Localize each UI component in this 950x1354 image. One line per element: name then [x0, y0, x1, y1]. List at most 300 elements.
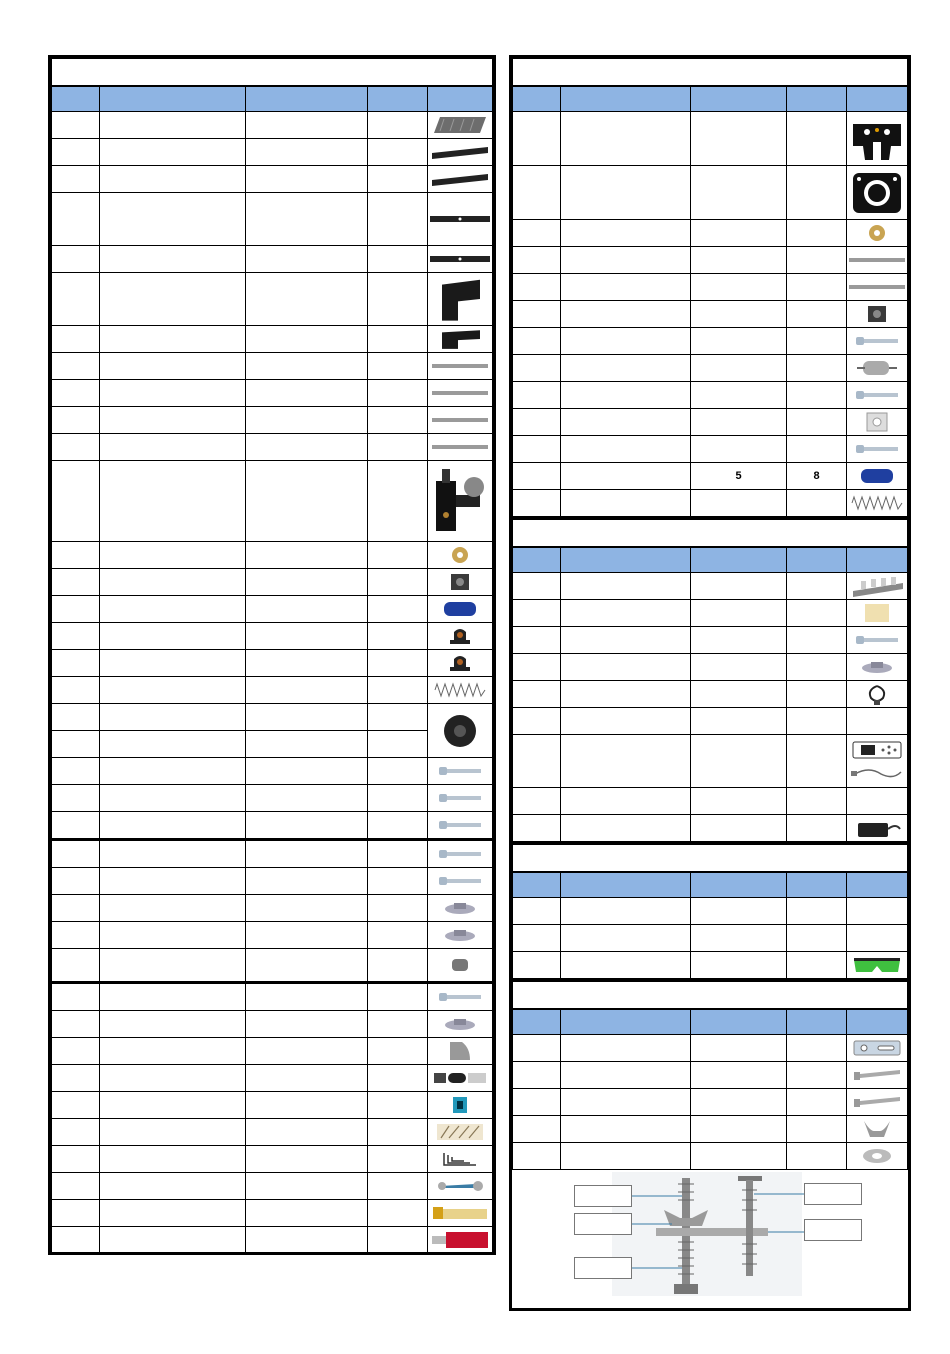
part-name-cell — [561, 247, 691, 274]
part-image-cell — [847, 112, 908, 166]
table-row — [52, 623, 493, 650]
specification-cell — [246, 434, 368, 461]
nut-icon — [428, 546, 492, 564]
part-image-cell — [847, 1089, 908, 1116]
quantity-cell — [368, 1119, 428, 1146]
header-cell — [513, 1009, 561, 1035]
header-cell — [368, 86, 428, 112]
part-name-cell — [561, 952, 691, 979]
quantity-cell — [787, 1062, 847, 1089]
specification-cell — [246, 461, 368, 542]
table-row — [52, 922, 493, 949]
part-image-cell — [428, 840, 493, 868]
quantity-cell — [787, 925, 847, 952]
table-row — [52, 704, 493, 731]
item-number-cell — [52, 407, 100, 434]
part-name-cell — [561, 1035, 691, 1062]
quantity-cell — [368, 380, 428, 407]
quantity-cell — [787, 898, 847, 925]
item-number-cell — [52, 840, 100, 868]
item-number-cell — [513, 274, 561, 301]
item-number-cell — [52, 139, 100, 166]
part-image-cell — [847, 355, 908, 382]
part-name-cell — [100, 1038, 246, 1065]
screw-icon — [428, 818, 492, 832]
part-image-cell — [428, 596, 493, 623]
part-name-cell — [561, 409, 691, 436]
part-name-cell — [100, 1173, 246, 1200]
quantity-cell — [368, 704, 428, 731]
corner-icon — [428, 1040, 492, 1062]
quantity-cell — [787, 1035, 847, 1062]
specification-cell — [691, 573, 787, 600]
part-name-cell — [100, 380, 246, 407]
specification-cell — [246, 353, 368, 380]
specification-cell — [246, 1227, 368, 1254]
specification-cell — [246, 922, 368, 949]
bar-icon — [428, 213, 492, 225]
washer-icon — [847, 1147, 907, 1165]
quantity-cell — [787, 735, 847, 788]
table-row — [52, 1038, 493, 1065]
quantity-cell — [787, 708, 847, 735]
quantity-cell — [368, 434, 428, 461]
specification-cell — [246, 193, 368, 246]
table-row — [513, 166, 908, 220]
screw-icon — [847, 334, 907, 348]
part-name-cell — [561, 328, 691, 355]
part-name-cell — [100, 623, 246, 650]
table-row — [52, 840, 493, 868]
quantity-cell — [368, 1227, 428, 1254]
bar-icon — [428, 253, 492, 265]
table-row — [513, 490, 908, 517]
rail-icon — [428, 145, 492, 159]
electronics-table — [512, 517, 908, 842]
item-number-cell — [52, 1065, 100, 1092]
item-number-cell — [513, 301, 561, 328]
part-image-cell — [847, 166, 908, 220]
part-name-cell — [561, 1116, 691, 1143]
item-number-cell — [52, 650, 100, 677]
table-row — [513, 274, 908, 301]
part-name-cell — [100, 434, 246, 461]
part-name-cell — [561, 654, 691, 681]
part-name-cell — [100, 273, 246, 326]
specification-cell — [691, 925, 787, 952]
clamp-plate-icon — [847, 1038, 907, 1058]
table-row — [513, 1062, 908, 1089]
table-title — [52, 59, 493, 87]
part-name-cell — [561, 1089, 691, 1116]
item-number-cell — [52, 1092, 100, 1119]
part-image-cell — [847, 274, 908, 301]
quantity-cell — [787, 355, 847, 382]
specification-cell — [691, 708, 787, 735]
goggles-icon — [847, 954, 907, 976]
item-number-cell — [52, 434, 100, 461]
rail-icon — [428, 172, 492, 186]
table-row — [52, 112, 493, 139]
quantity-value: 8 — [813, 470, 820, 482]
specification-cell — [691, 952, 787, 979]
part-image-cell — [847, 708, 908, 735]
part-image-cell — [428, 353, 493, 380]
item-number-cell — [52, 704, 100, 731]
part-image-cell — [428, 922, 493, 949]
table-row — [513, 220, 908, 247]
specification-cell — [246, 895, 368, 922]
item-number-cell — [513, 166, 561, 220]
specification-cell — [691, 463, 787, 490]
spring-icon — [428, 682, 492, 698]
part-image-cell — [428, 380, 493, 407]
table-row — [52, 1065, 493, 1092]
table-row — [513, 925, 908, 952]
item-number-cell — [513, 681, 561, 708]
specification-cell — [691, 436, 787, 463]
part-name-cell — [100, 1011, 246, 1038]
header-cell — [787, 1009, 847, 1035]
item-number-cell — [52, 868, 100, 895]
part-image-cell — [847, 247, 908, 274]
diagram-label-box — [574, 1185, 632, 1207]
part-name-cell — [561, 112, 691, 166]
part-name-cell — [100, 246, 246, 273]
part-name-cell — [561, 573, 691, 600]
part-image-cell — [847, 301, 908, 328]
specification-cell — [691, 112, 787, 166]
quantity-cell — [368, 677, 428, 704]
rod-icon — [428, 388, 492, 398]
part-image-cell — [428, 246, 493, 273]
table-row — [52, 650, 493, 677]
header-cell — [787, 86, 847, 112]
item-number-cell — [52, 922, 100, 949]
item-number-cell — [52, 1173, 100, 1200]
tnut-icon — [428, 900, 492, 916]
screw-icon — [428, 847, 492, 861]
part-image-cell — [428, 273, 493, 326]
part-image-cell — [847, 952, 908, 979]
item-number-cell — [52, 380, 100, 407]
quantity-cell — [368, 246, 428, 273]
item-number-cell — [52, 785, 100, 812]
part-name-cell — [561, 735, 691, 788]
part-name-cell — [561, 600, 691, 627]
spacer-icon — [428, 956, 492, 974]
part-name-cell — [561, 681, 691, 708]
table-row — [513, 436, 908, 463]
table-row — [52, 407, 493, 434]
item-number-cell — [52, 596, 100, 623]
screw-icon — [847, 442, 907, 456]
table-row — [513, 573, 908, 600]
specification-cell — [691, 654, 787, 681]
usb-drive-icon — [428, 1230, 492, 1250]
specification-cell — [246, 1092, 368, 1119]
header-cell — [787, 872, 847, 898]
part-name-cell — [100, 353, 246, 380]
quantity-cell — [787, 788, 847, 815]
header-cell — [561, 86, 691, 112]
specification-cell — [691, 409, 787, 436]
table-row — [513, 788, 908, 815]
table-header-row — [513, 86, 908, 112]
clamp-table — [512, 979, 908, 1170]
quantity-cell — [787, 1116, 847, 1143]
part-name-cell — [561, 788, 691, 815]
part-image-cell — [847, 681, 908, 708]
part-name-cell — [100, 193, 246, 246]
part-image-cell — [847, 925, 908, 952]
table-row — [513, 382, 908, 409]
header-cell — [847, 547, 908, 573]
specification-cell — [246, 139, 368, 166]
item-number-cell — [513, 735, 561, 788]
right-parts-table — [512, 58, 908, 517]
item-number-cell — [513, 355, 561, 382]
item-number-cell — [513, 815, 561, 842]
specification-cell — [691, 490, 787, 517]
part-name-cell — [100, 542, 246, 569]
specification-cell — [246, 731, 368, 758]
rod-icon — [847, 255, 907, 265]
item-number-cell — [52, 542, 100, 569]
part-image-cell — [428, 461, 493, 542]
part-name-cell — [100, 1146, 246, 1173]
quantity-cell — [787, 681, 847, 708]
table-row — [52, 868, 493, 895]
part-name-cell — [100, 407, 246, 434]
part-image-cell — [847, 600, 908, 627]
screw-icon — [428, 990, 492, 1004]
quantity-cell — [368, 1173, 428, 1200]
table-row — [513, 952, 908, 979]
table-row — [52, 1119, 493, 1146]
specification-cell — [691, 328, 787, 355]
rod-icon — [428, 361, 492, 371]
part-name-cell — [100, 785, 246, 812]
part-image-cell — [428, 139, 493, 166]
table-row — [52, 193, 493, 246]
specification-cell — [246, 1200, 368, 1227]
item-number-cell — [52, 812, 100, 840]
item-number-cell — [52, 731, 100, 758]
quantity-cell — [787, 382, 847, 409]
spring-icon — [847, 495, 907, 511]
part-name-cell — [100, 758, 246, 785]
specification-cell — [246, 1119, 368, 1146]
specification-cell — [246, 868, 368, 895]
part-image-cell — [428, 650, 493, 677]
item-number-cell — [52, 569, 100, 596]
nut-icon — [847, 224, 907, 242]
quantity-cell — [368, 983, 428, 1011]
item-number-cell — [52, 949, 100, 983]
screw-icon — [847, 633, 907, 647]
part-name-cell — [561, 627, 691, 654]
part-image-cell — [428, 1065, 493, 1092]
table-row — [513, 627, 908, 654]
table-row — [52, 731, 493, 758]
specification-cell — [691, 1062, 787, 1089]
quantity-cell — [787, 490, 847, 517]
part-image-cell — [428, 112, 493, 139]
table-header-row — [513, 547, 908, 573]
part-image-cell — [428, 983, 493, 1011]
table-row — [513, 681, 908, 708]
quantity-cell — [787, 166, 847, 220]
header-cell — [691, 86, 787, 112]
part-image-cell — [847, 815, 908, 842]
quantity-cell — [368, 949, 428, 983]
bits-icon — [428, 1122, 492, 1142]
header-cell — [847, 872, 908, 898]
quantity-cell — [368, 569, 428, 596]
part-image-cell — [428, 569, 493, 596]
item-number-cell — [52, 1200, 100, 1227]
quantity-cell — [368, 273, 428, 326]
cable-icon — [847, 682, 907, 706]
specification-cell — [246, 166, 368, 193]
part-name-cell — [100, 650, 246, 677]
wrench-icon — [428, 1177, 492, 1195]
table-row — [52, 983, 493, 1011]
specification-cell — [691, 1143, 787, 1170]
item-number-cell — [513, 112, 561, 166]
table-row — [513, 654, 908, 681]
part-image-cell — [847, 409, 908, 436]
table-row — [513, 301, 908, 328]
quantity-cell — [368, 407, 428, 434]
header-cell — [246, 86, 368, 112]
quantity-cell — [368, 353, 428, 380]
part-image-cell — [847, 735, 908, 788]
tnut-icon — [428, 927, 492, 943]
table-row — [52, 326, 493, 353]
part-image-cell — [428, 1092, 493, 1119]
table-row — [513, 463, 908, 490]
quantity-cell — [368, 166, 428, 193]
part-image-cell — [428, 812, 493, 840]
item-number-cell — [52, 1038, 100, 1065]
table-row — [52, 1200, 493, 1227]
quantity-cell — [368, 139, 428, 166]
specification-cell — [246, 1011, 368, 1038]
table-row — [513, 735, 908, 788]
quantity-cell — [787, 112, 847, 166]
table-row — [52, 785, 493, 812]
left-parts-panel — [48, 55, 496, 1255]
table-row — [52, 812, 493, 840]
screw-icon — [847, 388, 907, 402]
specification-cell — [246, 596, 368, 623]
specification-cell — [246, 785, 368, 812]
specification-cell — [246, 623, 368, 650]
motor-icon — [847, 358, 907, 378]
quantity-cell — [368, 1065, 428, 1092]
part-image-cell — [428, 1227, 493, 1254]
table-row — [52, 166, 493, 193]
header-cell — [691, 547, 787, 573]
specification-cell — [246, 326, 368, 353]
table-title-row — [513, 519, 908, 548]
tnut-icon — [428, 1016, 492, 1032]
specification-cell — [691, 247, 787, 274]
tool-icon — [428, 1095, 492, 1115]
quantity-cell — [368, 758, 428, 785]
specification-cell — [691, 1116, 787, 1143]
part-image-cell — [428, 1038, 493, 1065]
item-number-cell — [52, 166, 100, 193]
bearing-block-icon — [847, 304, 907, 324]
bolt-icon — [847, 1066, 907, 1084]
part-name-cell — [561, 355, 691, 382]
table-row — [52, 569, 493, 596]
quantity-cell — [787, 328, 847, 355]
specification-cell — [246, 650, 368, 677]
part-name-cell — [100, 868, 246, 895]
table-row — [513, 328, 908, 355]
specification-cell — [691, 301, 787, 328]
quantity-cell — [787, 436, 847, 463]
specification-cell — [246, 569, 368, 596]
table-row — [52, 1173, 493, 1200]
pillow-block-icon — [428, 626, 492, 646]
item-number-cell — [513, 1143, 561, 1170]
coupler-icon — [847, 466, 907, 486]
part-image-cell — [428, 166, 493, 193]
item-number-cell — [513, 708, 561, 735]
specification-cell — [691, 1035, 787, 1062]
part-name-cell — [100, 983, 246, 1011]
table-row — [52, 1227, 493, 1254]
quantity-cell — [787, 247, 847, 274]
part-name-cell — [100, 895, 246, 922]
specification-cell — [691, 166, 787, 220]
quantity-cell — [368, 193, 428, 246]
item-number-cell — [52, 273, 100, 326]
specification-cell — [691, 355, 787, 382]
part-name-cell — [100, 922, 246, 949]
part-image-cell — [428, 1173, 493, 1200]
specification-cell — [246, 1065, 368, 1092]
item-number-cell — [52, 758, 100, 785]
quantity-cell — [787, 220, 847, 247]
part-name-cell — [100, 461, 246, 542]
part-image-cell — [847, 788, 908, 815]
table-row — [513, 708, 908, 735]
specification-cell — [246, 1146, 368, 1173]
table-row — [52, 461, 493, 542]
item-number-cell — [513, 382, 561, 409]
part-image-cell — [428, 704, 493, 758]
part-image-cell — [847, 1116, 908, 1143]
part-name-cell — [100, 677, 246, 704]
part-name-cell — [561, 925, 691, 952]
specification-cell — [691, 220, 787, 247]
part-image-cell — [428, 868, 493, 895]
table-row — [52, 596, 493, 623]
collet-icon — [428, 1069, 492, 1087]
part-image-cell — [428, 949, 493, 983]
item-number-cell — [52, 895, 100, 922]
table-title-row — [513, 844, 908, 873]
table-row — [513, 409, 908, 436]
table-row — [52, 139, 493, 166]
table-row — [513, 600, 908, 627]
